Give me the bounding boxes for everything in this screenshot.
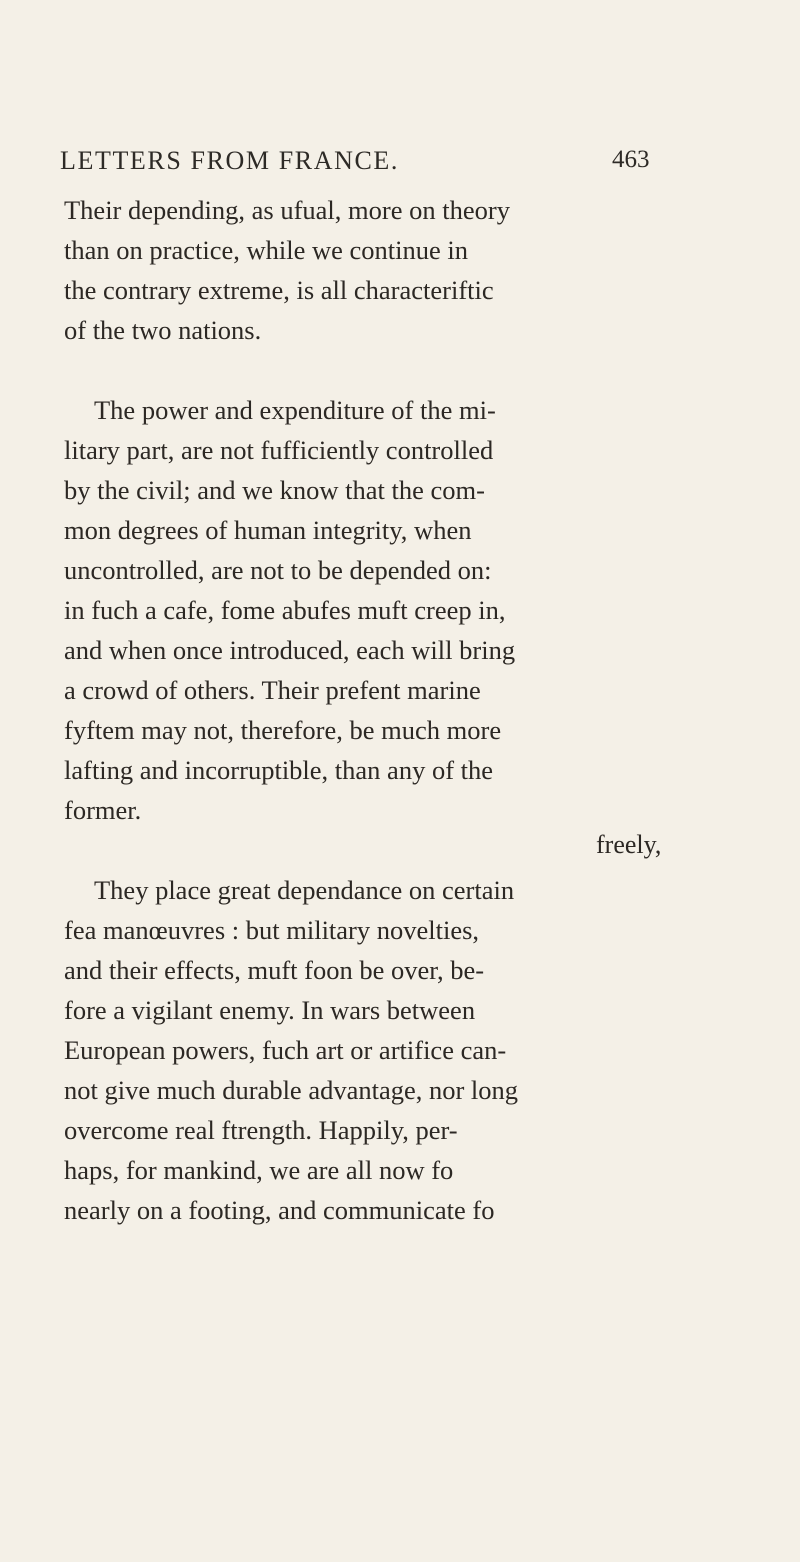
text-line: uncontrolled, are not to be depended on:	[64, 555, 492, 585]
text-line: litary part, are not fufficiently controlled	[64, 435, 494, 465]
text-line: fea manœuvres : but military novelties,	[64, 915, 480, 945]
running-head	[60, 146, 730, 186]
text-line: of the two nations.	[64, 315, 262, 345]
text-line: a crowd of others. Their prefent marine	[64, 675, 481, 705]
running-title: LETTERS FROM FRANCE.	[60, 146, 399, 175]
text-line: mon degrees of human integrity, when	[64, 515, 472, 545]
paragraph-1	[64, 190, 734, 350]
paragraph-3	[64, 870, 734, 1230]
text-line: They place great dependance on certain	[94, 875, 515, 905]
page-number: 463	[612, 146, 650, 173]
text-line: lafting and incorruptible, than any of the	[64, 755, 494, 785]
text-line: Their depending, as ufual, more on theory	[64, 195, 510, 225]
text-line: fyftem may not, therefore, be much more	[64, 715, 502, 745]
paragraph-2	[64, 390, 734, 830]
catchword: freely,	[596, 830, 662, 859]
text-line: nearly on a footing, and communicate fo	[64, 1195, 495, 1225]
text-line: The power and expenditure of the mi-	[94, 395, 496, 425]
text-line: haps, for mankind, we are all now fo	[64, 1155, 454, 1185]
text-line: fore a vigilant enemy. In wars between	[64, 995, 476, 1025]
text-line: in fuch a cafe, fome abufes muft creep in,	[64, 595, 506, 625]
text-line: not give much durable advantage, nor long	[64, 1075, 519, 1105]
body-text	[64, 190, 734, 1230]
text-line: than on practice, while we continue in	[64, 235, 468, 265]
text-line: former.	[64, 795, 142, 825]
text-line: European powers, fuch art or artifice can-	[64, 1035, 507, 1065]
text-line: by the civil; and we know that the com-	[64, 475, 485, 505]
text-line: overcome real ftrength. Happily, per-	[64, 1115, 458, 1145]
text-line: the contrary extreme, is all characteriftic	[64, 275, 494, 305]
text-line: and when once introduced, each will bring	[64, 635, 516, 665]
text-line: and their effects, muft foon be over, be-	[64, 955, 485, 985]
